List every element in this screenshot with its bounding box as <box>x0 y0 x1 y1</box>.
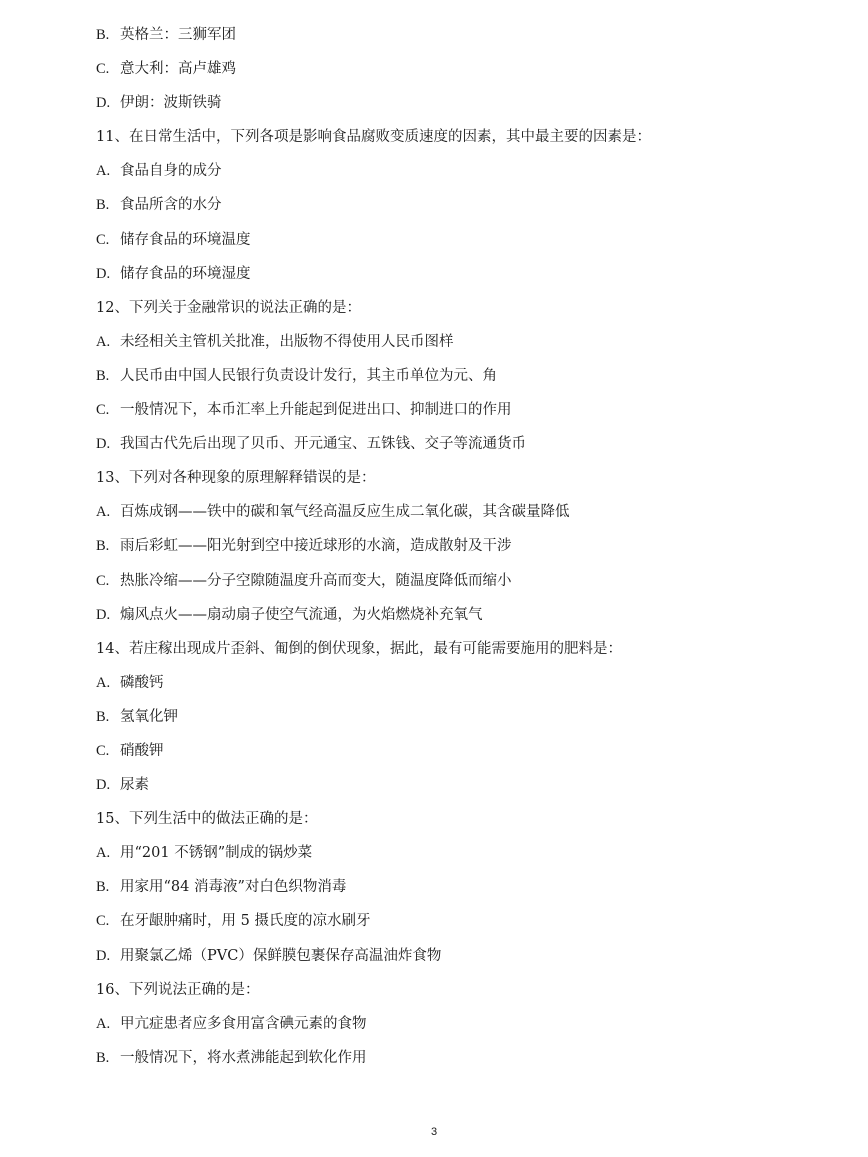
option-letter: C. <box>96 913 110 930</box>
option-letter: B. <box>96 879 110 896</box>
option-line <box>96 399 836 433</box>
option-line <box>96 1047 836 1081</box>
option-text: 用“201 不锈钢”制成的锅炒菜 <box>120 845 313 862</box>
option-letter: A. <box>96 504 111 521</box>
option-letter: C. <box>96 61 110 78</box>
option-line <box>96 194 836 228</box>
question-text: 14、若庄稼出现成片歪斜、匍倒的倒伏现象，据此，最有可能需要施用的肥料是： <box>96 640 622 657</box>
question-stem <box>96 126 836 160</box>
option-text: 用聚氯乙烯（PVC）保鲜膜包裹保存高温油炸食物 <box>120 947 442 964</box>
option-text: 用家用“84 消毒液”对白色织物消毒 <box>120 879 347 896</box>
option-text: 一般情况下，本币汇率上升能起到促进出口、抑制进口的作用 <box>120 402 512 419</box>
option-line <box>96 945 836 979</box>
option-line <box>96 1013 836 1047</box>
option-letter: C. <box>96 572 110 589</box>
option-letter: B. <box>96 367 110 384</box>
option-text: 煽风点火——扇动扇子使空气流通，为火焰燃烧补充氧气 <box>120 606 483 623</box>
option-letter: D. <box>96 95 111 112</box>
option-text: 储存食品的环境湿度 <box>120 265 251 282</box>
option-line <box>96 842 836 876</box>
question-text: 11、在日常生活中，下列各项是影响食品腐败变质速度的因素，其中最主要的因素是： <box>96 129 651 146</box>
option-line <box>96 263 836 297</box>
option-text: 热胀冷缩——分子空隙随温度升高而变大，随温度降低而缩小 <box>120 572 512 589</box>
question-stem <box>96 808 836 842</box>
option-line <box>96 740 836 774</box>
option-text: 磷酸钙 <box>120 674 164 691</box>
question-stem <box>96 979 836 1013</box>
option-letter: D. <box>96 265 111 282</box>
option-letter: C. <box>96 402 110 419</box>
option-text: 一般情况下，将水煮沸能起到软化作用 <box>120 1049 367 1066</box>
option-text: 食品所含的水分 <box>120 197 222 214</box>
option-line <box>96 706 836 740</box>
question-text: 16、下列说法正确的是： <box>96 981 260 998</box>
option-letter: B. <box>96 538 110 555</box>
option-text: 百炼成钢——铁中的碳和氧气经高温反应生成二氧化碳，其含碳量降低 <box>120 504 570 521</box>
option-text: 人民币由中国人民银行负责设计发行，其主币单位为元、角 <box>120 367 497 384</box>
page-number: 3 <box>430 1126 438 1138</box>
option-letter: A. <box>96 163 111 180</box>
question-text: 13、下列对各种现象的原理解释错误的是： <box>96 470 376 487</box>
option-line <box>96 910 836 944</box>
option-letter: D. <box>96 777 111 794</box>
option-line <box>96 535 836 569</box>
option-text: 在牙龈肿痛时，用 5 摄氏度的凉水刷牙 <box>120 913 371 930</box>
option-text: 储存食品的环境温度 <box>120 231 251 248</box>
option-text: 尿素 <box>120 777 149 794</box>
option-text: 甲亢症患者应多食用富含碘元素的食物 <box>120 1015 367 1032</box>
option-letter: D. <box>96 947 111 964</box>
question-stem <box>96 297 836 331</box>
option-letter: B. <box>96 27 110 43</box>
question-list <box>96 24 836 1081</box>
option-text: 雨后彩虹——阳光射到空中接近球形的水滴，造成散射及干涉 <box>120 538 512 555</box>
question-text: 15、下列生活中的做法正确的是： <box>96 811 318 828</box>
option-line <box>96 433 836 467</box>
option-line <box>96 365 836 399</box>
option-letter: D. <box>96 436 111 453</box>
option-letter: A. <box>96 845 111 862</box>
option-text: 氢氧化钾 <box>120 708 178 725</box>
option-line <box>96 160 836 194</box>
option-letter: A. <box>96 674 111 691</box>
option-letter: B. <box>96 1049 110 1066</box>
option-line <box>96 229 836 263</box>
option-text: 食品自身的成分 <box>120 163 222 180</box>
option-letter: C. <box>96 742 110 759</box>
option-line <box>96 876 836 910</box>
option-line <box>96 774 836 808</box>
option-letter: B. <box>96 708 110 725</box>
option-line <box>96 672 836 706</box>
option-letter: B. <box>96 197 110 214</box>
option-letter: C. <box>96 231 110 248</box>
question-stem <box>96 467 836 501</box>
question-stem <box>96 638 836 672</box>
option-letter: A. <box>96 333 111 350</box>
option-line <box>96 604 836 638</box>
option-text: 我国古代先后出现了贝币、开元通宝、五铢钱、交子等流通货币 <box>120 436 526 453</box>
option-line <box>96 331 836 365</box>
option-line <box>96 24 836 58</box>
option-text: 英格兰：三狮军团 <box>120 27 236 43</box>
option-line <box>96 570 836 604</box>
option-letter: A. <box>96 1015 111 1032</box>
option-text: 未经相关主管机关批准，出版物不得使用人民币图样 <box>120 333 454 350</box>
option-line <box>96 58 836 92</box>
option-letter: D. <box>96 606 111 623</box>
question-text: 12、下列关于金融常识的说法正确的是： <box>96 299 361 316</box>
option-text: 伊朗：波斯铁骑 <box>120 95 222 112</box>
option-line <box>96 501 836 535</box>
option-line <box>96 92 836 126</box>
option-text: 硝酸钾 <box>120 742 164 759</box>
option-text: 意大利：高卢雄鸡 <box>120 61 236 78</box>
